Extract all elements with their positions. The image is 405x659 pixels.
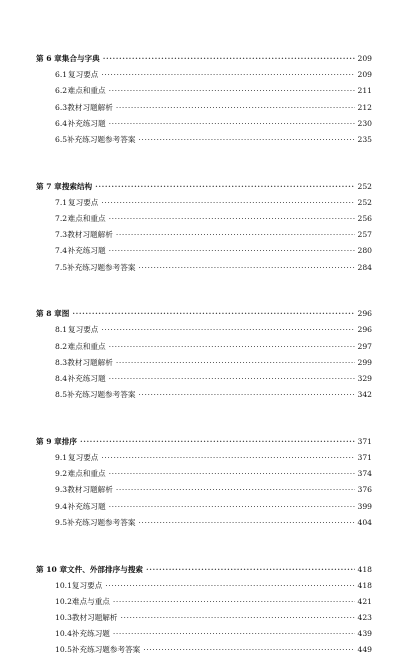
page-number: 404 [357,517,372,527]
page-number: 423 [357,613,372,623]
dot-leader [80,434,355,450]
section-entry[interactable] [36,482,372,498]
section-entry[interactable] [36,610,372,626]
section-number: 7.2 [55,214,68,223]
table-of-contents [36,51,372,659]
chapter-9 [36,434,372,531]
page-number: 421 [357,596,372,606]
chapter-number: 第 8 章 [36,309,62,319]
page-number: 296 [357,325,372,335]
chapter-8 [36,306,372,403]
dot-leader [109,339,355,355]
section-entry[interactable] [36,371,372,387]
page-number: 342 [357,390,372,400]
dot-leader [116,227,355,243]
section-number: 6.3 [55,102,68,112]
page-number: 280 [357,246,372,256]
section-number: 7.3 [55,230,68,240]
chapter-heading[interactable] [36,562,372,578]
section-number: 8.5 [55,390,68,400]
section-title: 补充练习题 [67,374,106,383]
page-number: 211 [357,86,372,96]
dot-leader [138,260,354,276]
page-number: 299 [357,357,372,367]
section-number: 8.2 [55,341,68,351]
section-entry[interactable] [36,594,372,610]
dot-leader [101,450,354,466]
page-number: 257 [357,230,372,240]
section-entry[interactable] [36,642,372,658]
section-title: 教材习题解析 [67,357,113,367]
section-number: 9.4 [55,501,68,511]
section-title: 复习要点 [68,70,99,80]
dot-leader [109,116,355,132]
page-number: 399 [357,501,372,511]
chapter-title: 图 [61,309,70,319]
section-title: 补充练习题 [67,246,106,256]
section-number: 10.2 [55,596,72,606]
page-number: 256 [357,214,372,223]
chapter-number: 第 7 章 [36,181,62,191]
chapter-number: 第 9 章 [36,436,62,446]
page-number: 230 [357,118,372,128]
page-number: 212 [357,102,372,112]
dot-leader [138,132,354,148]
section-entry[interactable] [36,67,372,83]
page-number: 209 [357,54,372,63]
section-title: 复习要点 [71,580,103,590]
dot-leader [113,594,355,610]
section-entry[interactable] [36,132,372,148]
page-number: 296 [357,309,372,319]
section-title: 补充练习题参考答案 [67,390,136,400]
section-entry[interactable] [36,626,372,642]
section-number: 10.3 [55,613,72,623]
chapter-7 [36,179,372,276]
dot-leader [103,51,355,67]
page-number: 235 [357,134,372,144]
dot-leader [113,626,355,642]
page-number: 374 [357,469,372,479]
dot-leader [116,355,355,371]
dot-leader [109,211,355,227]
section-entry[interactable] [36,339,372,355]
section-number: 7.4 [55,246,68,256]
dot-leader [120,610,354,626]
section-entry[interactable] [36,322,372,338]
dot-leader [95,179,354,195]
page-number: 329 [357,374,372,383]
dot-leader [138,515,354,531]
page-number: 418 [357,580,372,590]
page-number: 418 [357,564,372,574]
section-title: 难点和重点 [67,86,106,96]
chapter-title: 排序 [61,436,77,446]
chapter-title: 集合与字典 [61,54,100,63]
page-number: 376 [357,485,372,495]
section-number: 6.1 [55,70,68,80]
section-entry[interactable] [36,450,372,466]
section-title: 复习要点 [68,453,99,463]
section-title: 补充练习题 [71,629,110,639]
section-number: 10.4 [55,629,72,639]
section-entry[interactable] [36,578,372,594]
section-title: 教材习题解析 [67,102,113,112]
dot-leader [101,67,354,83]
section-title: 复习要点 [68,325,99,335]
section-number: 7.1 [55,197,68,207]
section-entry[interactable] [36,83,372,99]
dot-leader [116,482,355,498]
section-entry[interactable] [36,355,372,371]
page-number: 209 [357,70,372,80]
chapter-title: 搜索结构 [61,181,93,191]
chapter-6 [36,51,372,148]
section-title: 难点与重点 [71,596,110,606]
section-number: 9.2 [55,469,68,479]
dot-leader [109,371,355,387]
section-number: 6.4 [55,118,68,128]
section-title: 难点和重点 [67,469,106,479]
section-number: 10.5 [55,645,72,655]
section-number: 9.1 [55,453,68,463]
dot-leader [105,578,354,594]
section-title: 教材习题解析 [67,230,113,240]
section-title: 难点和重点 [67,214,106,223]
section-number: 6.2 [55,86,68,96]
page-number: 449 [357,645,372,655]
chapter-10 [36,562,372,659]
section-number: 6.5 [55,134,68,144]
dot-leader [109,83,355,99]
chapter-heading[interactable] [36,51,372,67]
page-number: 252 [357,181,372,191]
chapter-heading[interactable] [36,434,372,450]
section-entry[interactable] [36,211,372,227]
chapter-heading[interactable] [36,179,372,195]
section-title: 补充练习题参考答案 [67,262,136,272]
section-title: 补充练习题 [67,501,106,511]
chapter-title: 文件、外部排序与搜索 [67,564,143,574]
section-entry[interactable] [36,466,372,482]
page-number: 371 [357,453,372,463]
dot-leader [101,322,354,338]
section-title: 难点和重点 [67,341,106,351]
section-entry[interactable] [36,243,372,259]
section-entry[interactable] [36,515,372,531]
dot-leader [72,306,354,322]
page-number: 252 [357,197,372,207]
section-number: 7.5 [55,262,68,272]
dot-leader [116,100,355,116]
chapter-number: 第 6 章 [36,54,62,63]
section-title: 补充练习题参考答案 [71,645,141,655]
page-number: 371 [357,436,372,446]
section-number: 8.4 [55,374,68,383]
page-number: 297 [357,341,372,351]
section-entry[interactable] [36,227,372,243]
section-entry[interactable] [36,387,372,403]
section-entry[interactable] [36,116,372,132]
dot-leader [101,195,354,211]
section-number: 8.1 [55,325,68,335]
section-entry[interactable] [36,100,372,116]
dot-leader [138,387,354,403]
dot-leader [146,562,355,578]
section-title: 补充练习题 [67,118,106,128]
section-title: 教材习题解析 [71,613,118,623]
section-number: 9.5 [55,517,68,527]
chapter-heading[interactable] [36,306,372,322]
section-entry[interactable] [36,195,372,211]
section-title: 教材习题解析 [67,485,113,495]
section-title: 补充练习题参考答案 [67,134,136,144]
section-number: 10.1 [55,580,72,590]
section-entry[interactable] [36,260,372,276]
dot-leader [109,466,355,482]
chapter-number: 第 10 章 [36,564,68,574]
section-title: 复习要点 [68,197,99,207]
dot-leader [143,642,354,658]
section-title: 补充练习题参考答案 [67,517,136,527]
dot-leader [109,243,355,259]
page-number: 439 [357,629,372,639]
page-number: 284 [357,262,372,272]
section-number: 8.3 [55,357,68,367]
section-number: 9.3 [55,485,68,495]
